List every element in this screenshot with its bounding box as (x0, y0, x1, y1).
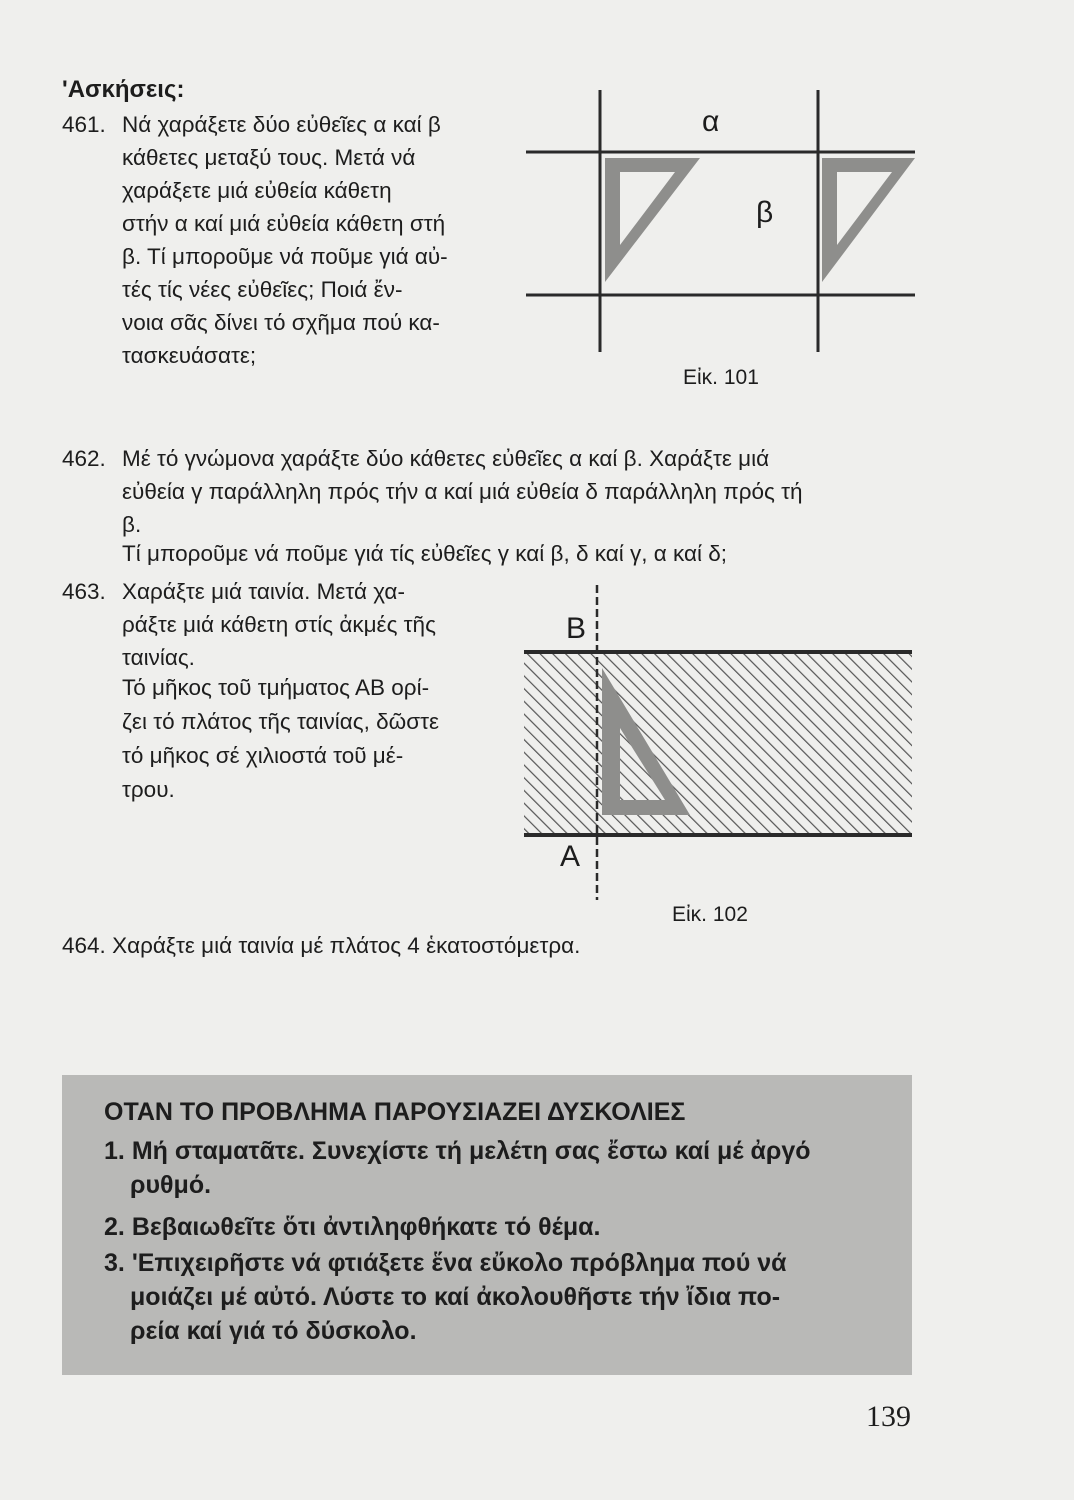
tip-line: μοιάζει μέ αὐτό. Λύστε το καί ἀκολουθῆστε τήν ἴδια πο- (130, 1283, 781, 1311)
exercises-heading: 'Ασκήσεις: (62, 76, 185, 103)
exercise-463 (62, 575, 436, 674)
set-square-left-icon (605, 158, 700, 282)
exercise-line: Νά χαράξετε δύο εὐθεῖες α καί β (122, 112, 441, 137)
exercise-line: χαράξετε μιά εὐθεία κάθετη (122, 178, 392, 203)
tip-number: 1. (104, 1137, 125, 1165)
exercise-line: β. Τί μποροῦμε νά ποῦμε γιά αὐ- (122, 244, 448, 269)
exercise-line: νοια σᾶς δίνει τό σχῆμα πού κα- (122, 310, 440, 335)
exercise-464 (62, 933, 580, 959)
tip-item (104, 1210, 600, 1244)
exercise-line: β. (122, 512, 142, 537)
fig101-label-b: β (756, 196, 774, 229)
exercise-line: Χαράξτε μιά ταινία. Μετά χα- (122, 579, 405, 604)
exercise-text: Χαράξτε μιά ταινία μέ πλάτος 4 ἑκατοστόμετρα. (112, 933, 581, 958)
exercise-number: 462. (62, 446, 106, 471)
exercise-number: 464. (62, 933, 106, 958)
exercise-line: κάθετες μεταξύ τους. Μετά νά (122, 145, 416, 170)
set-square-right-icon (822, 158, 915, 282)
tip-item (104, 1246, 786, 1348)
tip-line: Βεβαιωθεῖτε ὅτι ἀντιληφθήκατε τό θέμα. (131, 1213, 601, 1241)
exercise-line: ζει τό πλάτος τῆς ταινίας, δῶστε (122, 709, 440, 734)
fig102-label-A: Α (560, 840, 581, 873)
tip-line: 'Επιχειρῆστε νά φτιάξετε ἕνα εὔκολο πρόβλημα πού νά (131, 1249, 787, 1277)
tip-line: ρυθμό. (130, 1171, 212, 1199)
strip-hatching (524, 652, 912, 835)
fig102-label-B: Β (566, 612, 587, 645)
fig101-label-a: α (702, 105, 720, 138)
exercise-line: Τό μῆκος τοῦ τμήματος ΑΒ ορί- (122, 675, 430, 700)
exercise-462 (62, 442, 803, 541)
exercise-line: τασκευάσατε; (122, 343, 257, 368)
tip-line: Μή σταματᾶτε. Συνεχίστε τή μελέτη σας ἔστω καί μέ ἀργό (131, 1137, 811, 1165)
exercise-463-extra (122, 671, 439, 807)
figure-102-caption: Εἰκ. 102 (672, 903, 748, 926)
exercise-line: στήν α καί μιά εὐθεία κάθετη στή (122, 211, 446, 236)
exercise-line: ταινίας. (122, 645, 195, 670)
tip-line: ρεία καί γιά τό δύσκολο. (130, 1317, 417, 1345)
exercise-line: τρου. (122, 777, 175, 802)
tip-item (104, 1134, 811, 1202)
exercise-number: 463. (62, 579, 106, 604)
tip-number: 2. (104, 1213, 125, 1241)
tip-number: 3. (104, 1249, 125, 1277)
tips-box-title: ΟΤΑΝ ΤΟ ΠΡΟΒΛΗΜΑ ΠΑΡΟΥΣΙΑΖΕΙ ΔΥΣΚΟΛΙΕΣ (104, 1098, 686, 1126)
exercise-line: Μέ τό γνώμονα χαράξτε δύο κάθετες εὐθεῖες α καί β. Χαράξτε μιά (122, 446, 770, 471)
exercise-line: τές τίς νέες εὐθεῖες; Ποιά ἔν- (122, 277, 403, 302)
exercise-line: τό μῆκος σέ χιλιοστά τοῦ μέ- (122, 743, 404, 768)
exercise-461 (62, 108, 448, 372)
exercise-line: ράξτε μιά κάθετη στίς ἀκμές τῆς (122, 612, 436, 637)
set-square-icon (602, 668, 690, 815)
exercise-number: 461. (62, 112, 106, 137)
exercise-462-question: Τί μποροῦμε νά ποῦμε γιά τίς εὐθεῖες γ καί β, δ καί γ, α καί δ; (122, 541, 728, 566)
exercise-line: εὐθεία γ παράλληλη πρός τήν α καί μιά εὐθεία δ παράλληλη πρός τή (122, 479, 803, 504)
figure-101-caption: Εἰκ. 101 (683, 366, 759, 389)
page-number: 139 (866, 1400, 911, 1433)
